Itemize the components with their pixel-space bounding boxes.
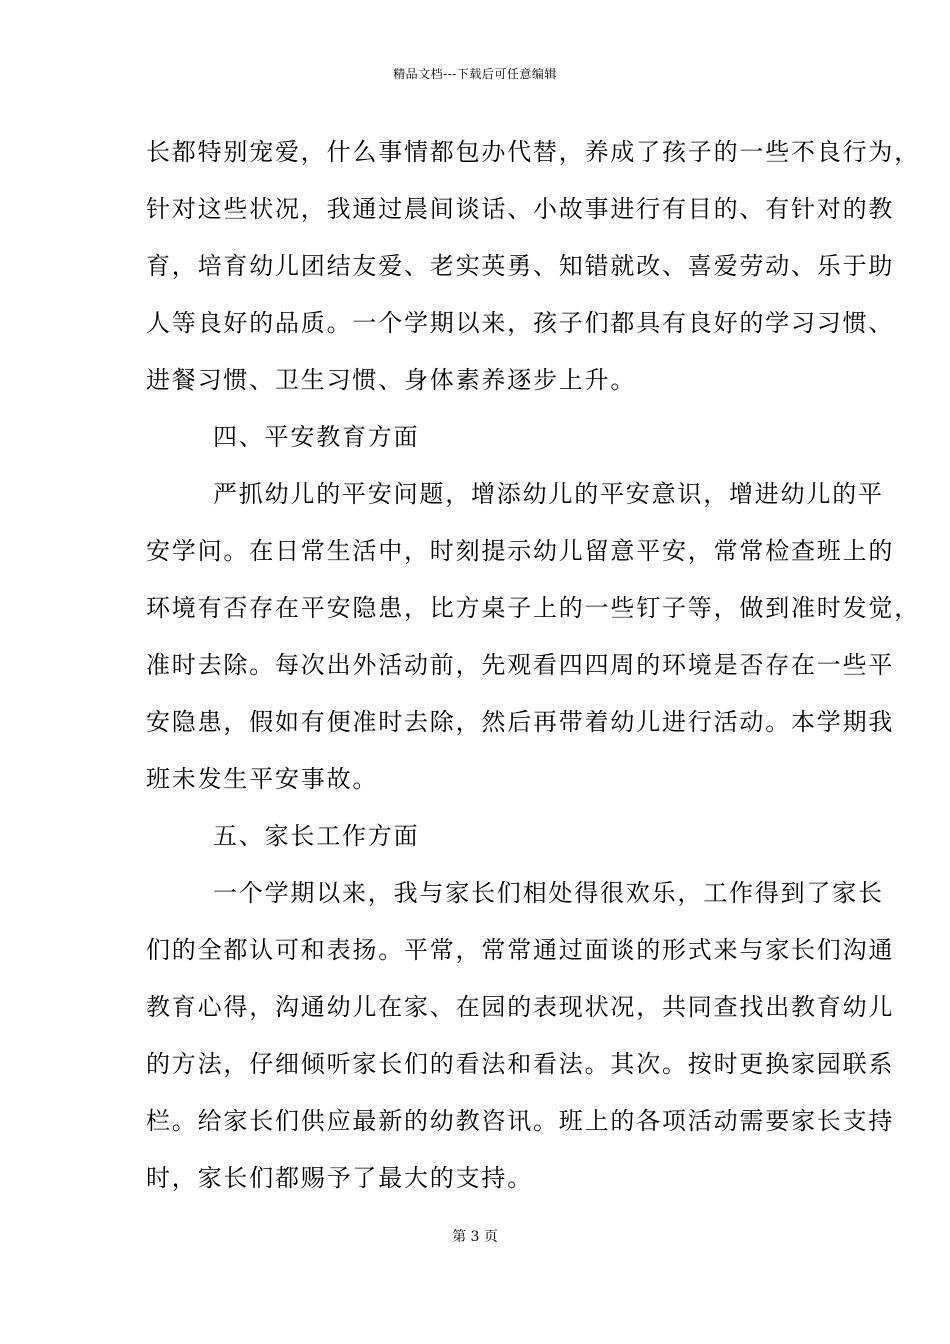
text-line: 针对这些状况，我通过晨间谈话、小故事进行有目的、有针对的教 — [146, 195, 895, 223]
text-line: 长都特别宠爱，什么事情都包办代替，养成了孩子的一些不良行为， — [146, 138, 920, 166]
text-line: 班未发生平安事故。 — [146, 765, 379, 793]
page-header: 精品文档---下载后可任意编辑 — [393, 67, 557, 81]
text-line: 的方法，仔细倾听家长们的看法和看法。其次。按时更换家园联系 — [146, 1050, 895, 1078]
text-line: 教育心得，沟通幼儿在家、在园的表现状况，共同查找出教育幼儿 — [146, 993, 895, 1021]
text-line: 准时去除。每次出外活动前，先观看四四周的环境是否存在一些平 — [146, 651, 895, 679]
text-line: 时，家长们都赐予了最大的支持。 — [146, 1164, 533, 1192]
text-line: 进餐习惯、卫生习惯、身体素养逐步上升。 — [146, 366, 637, 394]
text-line: 安隐患，假如有便准时去除，然后再带着幼儿进行活动。本学期我 — [146, 708, 895, 736]
text-line: 安学问。在日常生活中，时刻提示幼儿留意平安，常常检查班上的 — [146, 537, 895, 565]
text-line: 环境有否存在平安隐患，比方桌子上的一些钉子等，做到准时发觉， — [146, 594, 920, 622]
page-number: 第 3 页 — [452, 1229, 498, 1245]
document-body — [146, 124, 920, 1207]
text-line: 一个学期以来，我与家长们相处得很欢乐，工作得到了家长 — [213, 879, 884, 907]
text-line: 栏。给家长们供应最新的幼教咨讯。班上的各项活动需要家长支持 — [146, 1107, 895, 1135]
text-line: 们的全都认可和表扬。平常，常常通过面谈的形式来与家长们沟通 — [146, 936, 895, 964]
text-line: 育，培育幼儿团结友爱、老实英勇、知错就改、喜爱劳动、乐于助 — [146, 252, 895, 280]
section-heading: 四、平安教育方面 — [213, 423, 420, 451]
text-line: 人等良好的品质。一个学期以来，孩子们都具有良好的学习习惯、 — [146, 309, 895, 337]
text-line: 严抓幼儿的平安问题，增添幼儿的平安意识，增进幼儿的平 — [213, 480, 884, 508]
section-heading: 五、家长工作方面 — [213, 822, 420, 850]
